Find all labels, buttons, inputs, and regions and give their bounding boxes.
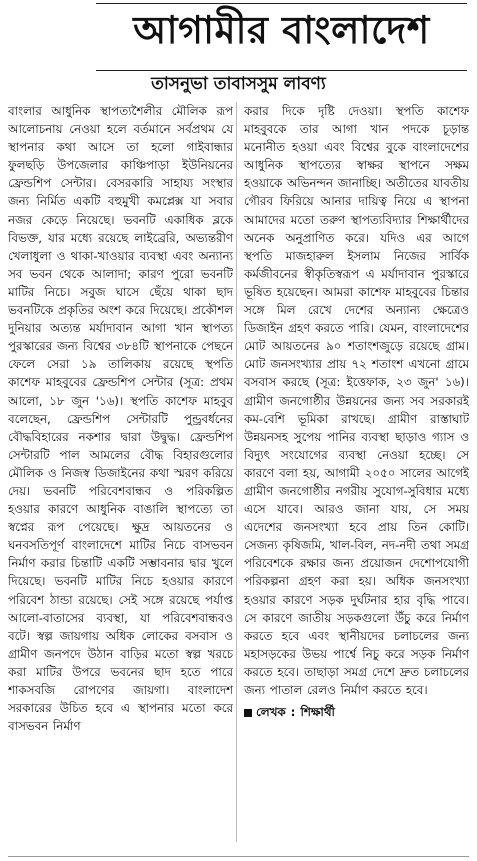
- article-paragraph-right: করার দিকে দৃষ্টি দেওয়া। স্থপতি কাশেফ মাহবুবকে তার আগা খান পদকে চূড়ান্ত মনোনীত হওয়া এবং বিশ্বের বুকে বাংলাদেশের আধুনিক স্থাপত্যের স্বাক্ষর স্থাপনে সক্ষম হওয়াকে অভিনন্দন জানাচ্ছি। অতীতের যাবতীয় গৌরব ফিরিয়ে আনার দায়িত্ব নিয়ে এ স্থাপনা আমাদের মতো তরুণ স্থাপত্যবিদ্যার শিক্ষার্থীদের অনেক অনুপ্রাণিত করে। যদিও এর আগে স্থপতি মাজহারুল ইসলাম নিজের সার্বিক কর্মজীবনের স্বীকৃতিস্বরূপ এ মর্যাদাবান পুরস্কারে ভূষিত হয়েছেন। আমরা কাশেফ মাহবুবের চিন্তার সঙ্গে মিল রেখে দেশের অন্যান্য ক্ষেত্রেও ডিজাইন গ্রহণ করতে পারি। যেমন, বাংলাদেশের মোট আয়তনের ৯০ শতাংশজুড়ে রয়েছে গ্রাম। মোট জনসংখ্যার প্রায় ৭২ শতাংশ এখনো গ্রামে বসবাস করছে (সূত্র: ইত্তেফাক, ২৩ জুন' ১৬)। গ্রামীণ জনগোষ্ঠীর উন্নয়নের জন্য সব সরকারই কম-বেশি ভূমিকা রাখছে। গ্রামীণ রাস্তাঘাট উন্নয়নসহ সুপেয় পানির ব্যবস্থা ছাড়াও গ্যাস ও বিদ্যুৎ সংযোগের ব্যবস্থা নেওয়া হচ্ছে। সে কারণে বলা হয়, আগামী ২০৫০ সালের আগেই গ্রামীণ জনগোষ্ঠীর নগরীয় সুযোগ-সুবিধার মধ্যে এসে যাবে। আরও জানা যায়, সে সময় এদেশের জনসংখ্যা হবে প্রায় তিন কোটি। সেজন্য কৃষিজমি, খাল-বিল, নদ-নদী তথা সমগ্র পরিবেশকে রক্ষার জন্য প্রয়োজন দেশোপযোগী পরিকল্পনা গ্রহণ করা হয়। অধিক জনসংখ্যা হওয়ার কারণে সড়ক দুর্ঘটনার হার বৃদ্ধি পাবে। সে কারণে জাতীয় সড়কগুলো উঁচু করে নির্মাণ করতে হবে এবং স্থানীয়দের চলাচলের জন্য মহাসড়কের উভয় পার্শ্বে নিচু করে সড়ক নির্মাণ করতে হবে। তাছাড়া সমগ্র দেশে দ্রুত চলাচলের জন্য পাতাল রেলও নির্মাণ করতে হবে।: [244, 104, 469, 697]
- bottom-rule: [8, 856, 469, 857]
- headline-bottom-rule: [96, 70, 467, 71]
- article-column-right: [244, 102, 469, 857]
- author-note-text: লেখক : শিক্ষার্থী: [256, 705, 335, 720]
- headline: আগামীর বাংলাদেশ: [133, 8, 430, 52]
- headline-top-rule: [96, 3, 467, 4]
- column-divider: [236, 102, 237, 842]
- byline: তাসনুভা তাবাসসুম লাবণ্য: [151, 74, 326, 94]
- square-bullet-icon: [244, 709, 252, 717]
- author-note: [244, 703, 469, 721]
- article-column-left: [8, 102, 233, 857]
- article-paragraph-left: বাংলার আধুনিক স্থাপত্যশৈলীর মৌলিক রূপ আলোচনায় নেওয়া হলে বর্তমানে সর্বপ্রথম যে স্থাপনার কথা আসে তা হলো গাইবান্ধার ফুলছড়ি উপজেলার কাঞ্চিপাড়া ইউনিয়নের ফ্রেন্ডশিপ সেন্টার। বেসরকারি সাহায্য সংস্থার জন্য নির্মিত একটি বহুমুখী কমপ্লেক্স যা সবার নজর কেড়ে নিয়েছে। ভবনটি একাধিক ব্লকে বিভক্ত, যার মধ্যে রয়েছে লাইব্রেরি, অভ্যন্তরীণ খেলাধুলা ও থাকা-খাওয়ার ব্যবস্থা এবং অন্যান্য সব ভবন থেকে আলাদা; কারণ পুরো ভবনটি মাটির নিচে। সবুজ ঘাসে ছেঁয়ে থাকা ছাদ ভবনটিকে প্রকৃতির অংশ করে দিয়েছে। প্রকৌশল দুনিয়ার অত্যন্ত মর্যাদাবান আগা খান স্থাপত্য পুরস্কারের জন্য বিশ্বের ৩৮৪টি স্থাপনাকে পেছনে ফেলে সেরা ১৯ তালিকায় রয়েছে স্থপতি কাশেফ মাহবুবের ফ্রেন্ডশিপ সেন্টার (সূত্র: প্রথম আলো, ১৮ জুন '১৬)। স্থপতি কাশেফ মাহবুব বলেছেন, ফ্রেন্ডশিপ সেন্টারটি পুন্ড্রবর্ধনের বৌদ্ধবিহারের নকশার দ্বারা উদ্বুদ্ধ। ফ্রেন্ডশিপ সেন্টারটি পাল আমলের বৌদ্ধ বিহারগুলোর মৌলিক ও নিজস্ব ডিজাইনের কথা স্মরণ করিয়ে দেয়। ভবনটি পরিবেশবান্ধব ও পরিকল্পিত হওয়ার কারণে আধুনিক বাঙালি স্থাপত্যে তা স্বপ্নের রূপ পেয়েছে। ক্ষুদ্র আয়তনের ও ঘনবসতিপূর্ণ বাংলাদেশে মাটির নিচে বাসভবন নির্মাণ করার চিন্তাটি একটি সম্ভাবনার দ্বার খুলে দিয়েছে। ভবনটি মাটির নিচে হওয়ার কারণে পরিবেশ ঠান্ডা রয়েছে। সেই সঙ্গে রয়েছে পর্যাপ্ত আলো-বাতাসের ব্যবস্থা, যা পরিবেশবান্ধবও বটে। স্বল্প জায়গায় অধিক লোকের বসবাস ও গ্রামীণ জনপদে উঠান বাড়ির মতো স্বল্প খরচে করা মাটির উপরে ভবনের ছাদ হতে পারে শাকসবজি রোপণের জায়গা। বাংলাদেশ সরকারের উচিত হবে এ স্থাপনার মতো করে বাসভবন নির্মাণ: [8, 104, 233, 734]
